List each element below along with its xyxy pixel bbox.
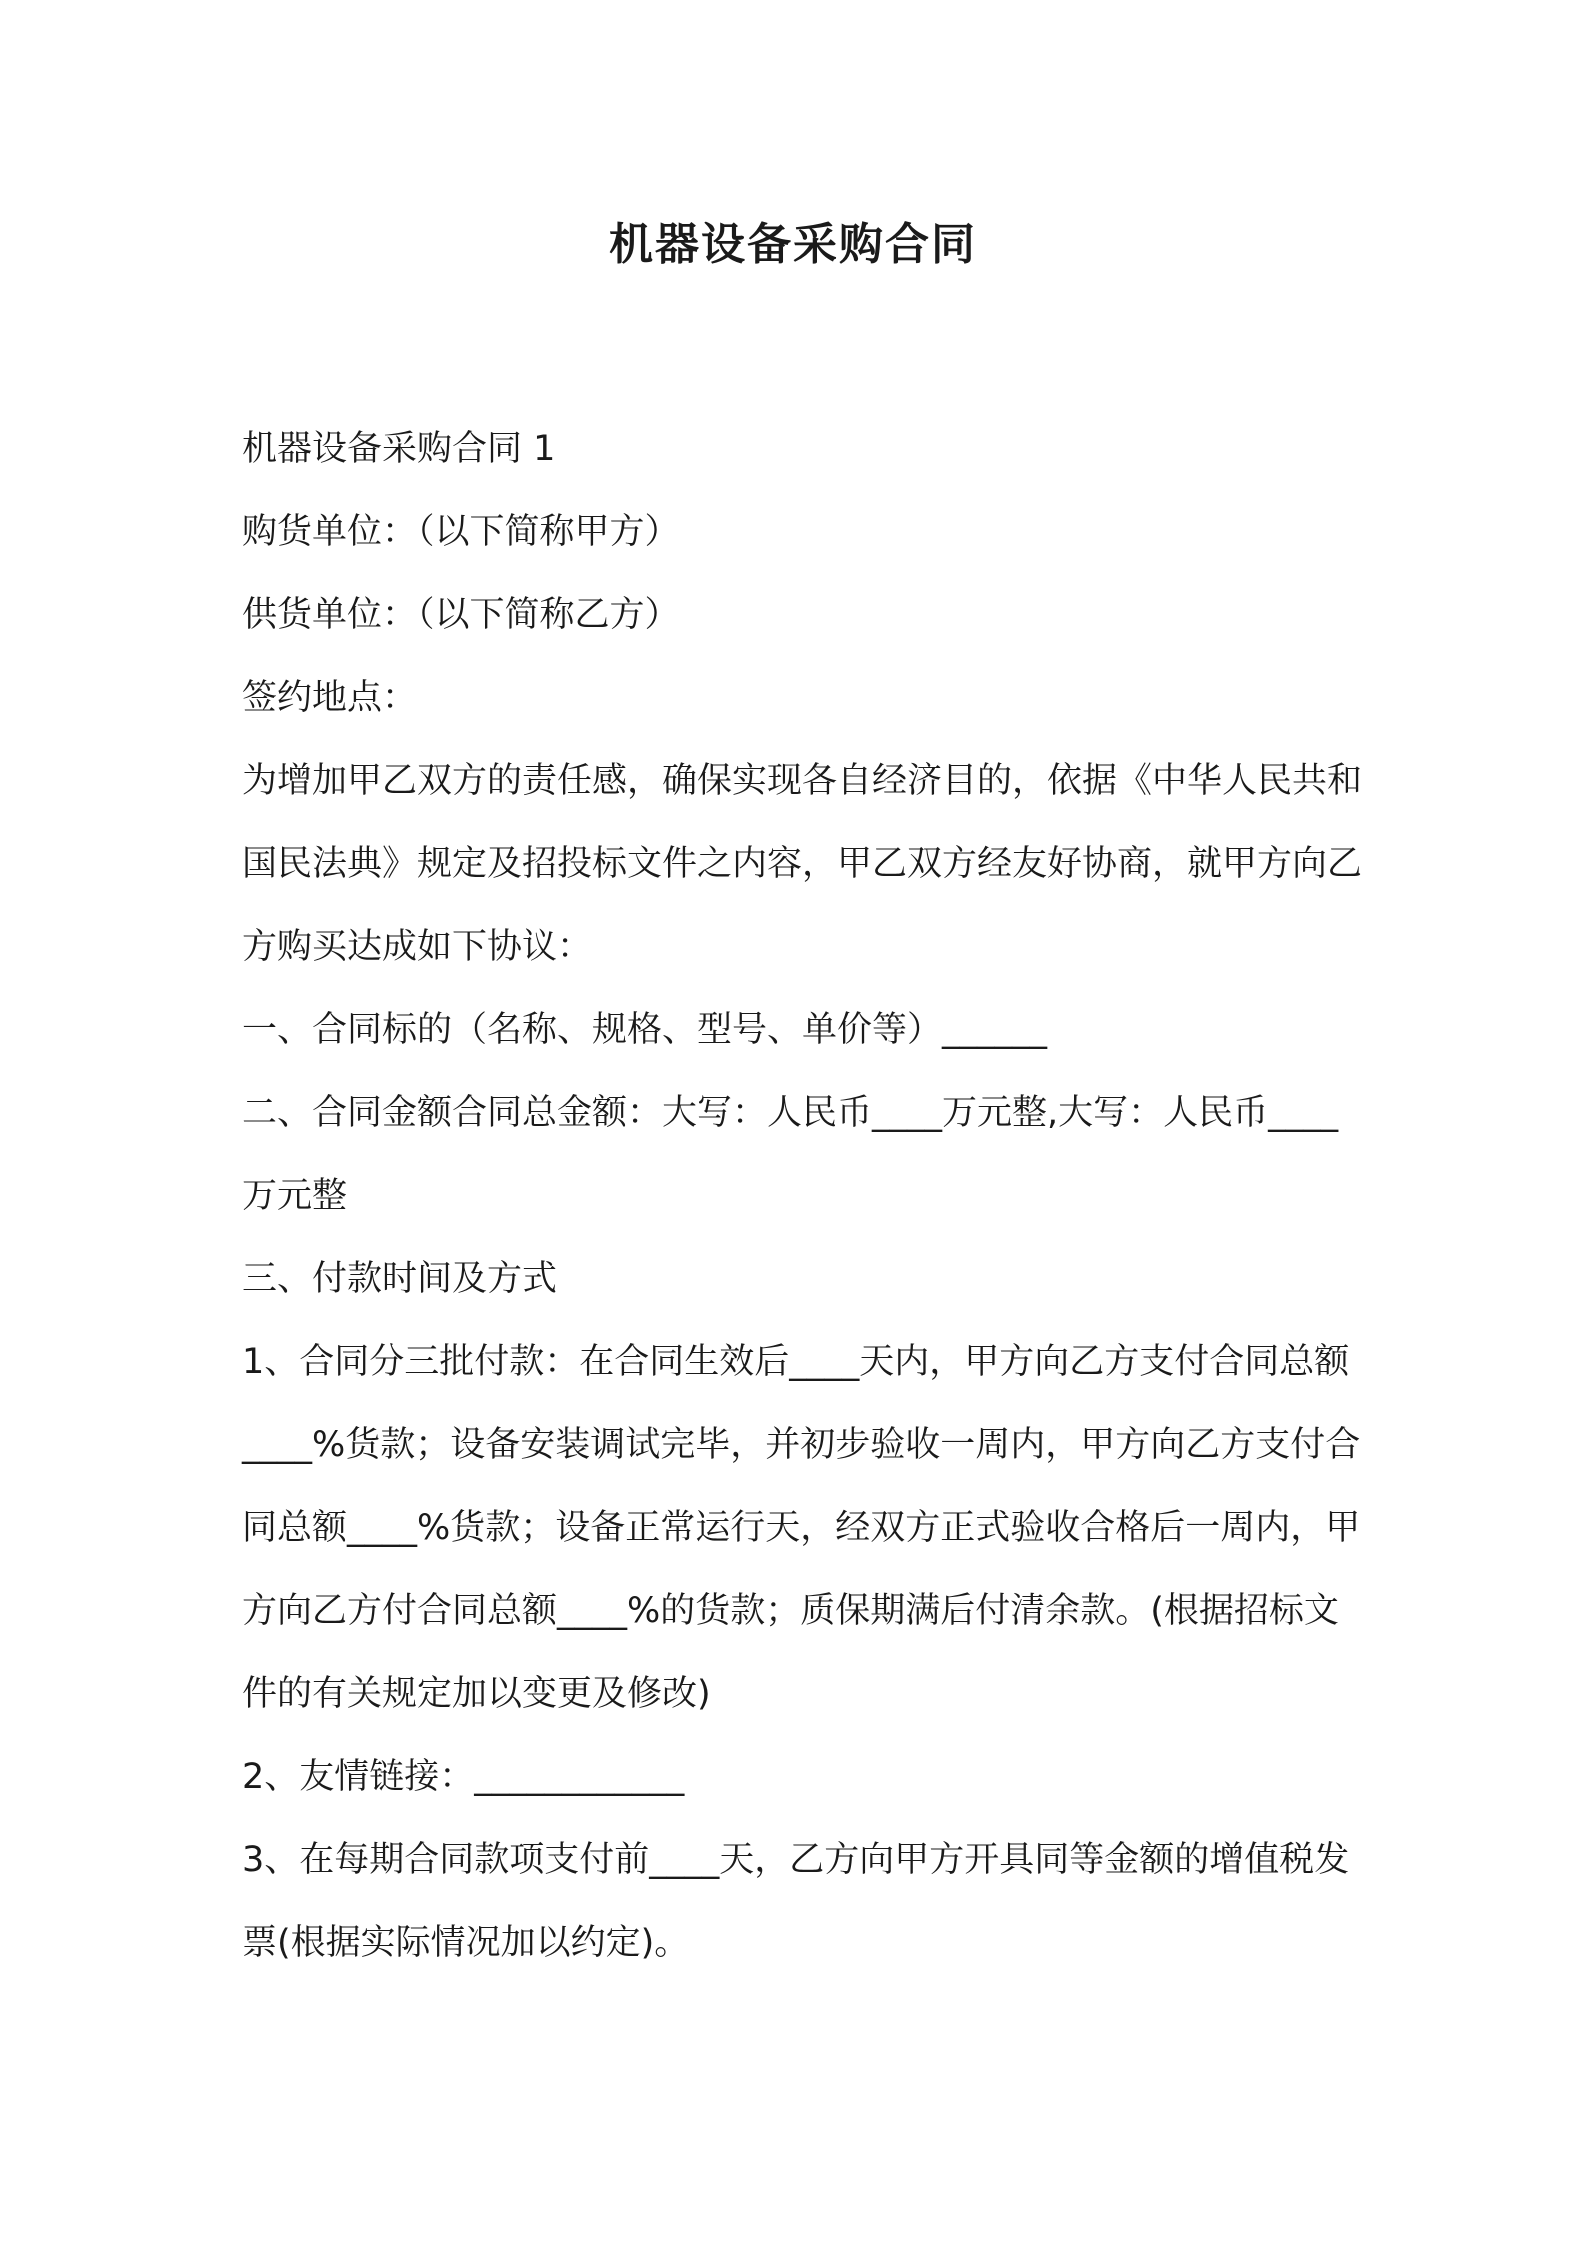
paragraph-buyer: 购货单位：（以下简称甲方）: [242, 512, 680, 552]
paragraph-supplier: 供货单位：（以下简称乙方）: [242, 595, 680, 635]
paragraph-section-3: 三、付款时间及方式: [242, 1259, 558, 1299]
paragraph-signing-place: 签约地点：: [242, 678, 418, 718]
paragraph-clause-3-3: 3、在每期合同款项支付前____天，乙方向甲方开具同等金额的增值税发票(根据实际情况加以约定)。: [242, 1840, 1350, 1963]
paragraph-clause-3-1: 1、合同分三批付款：在合同生效后____天内，甲方向乙方支付合同总额____%货款；设备安装调试完毕，并初步验收一周内，甲方向乙方支付合同总额____%货款；设备正常运行天，经双方正式验收合格后一周内，甲方向乙方付合同总额____%的货款；质保期满后付清余款。(根据招标文件的有关规定加以变更及修改): [242, 1342, 1361, 1714]
paragraph-clause-3-2: 2、友情链接：____________: [242, 1757, 685, 1797]
document-title: 机器设备采购合同: [609, 219, 977, 270]
paragraph-section-1: 一、合同标的（名称、规格、型号、单价等）______: [242, 1010, 1048, 1050]
paragraph-section-2: 二、合同金额合同总金额：大写：人民币____万元整,大写：人民币____万元整: [242, 1093, 1339, 1216]
document-body: [242, 408, 1362, 1985]
paragraph-preamble: 为增加甲乙双方的责任感，确保实现各自经济目的，依据《中华人民共和国民法典》规定及招投标文件之内容，甲乙双方经友好协商，就甲方向乙方购买达成如下协议：: [242, 761, 1363, 967]
paragraph-contract-subtitle: 机器设备采购合同 1: [242, 429, 556, 469]
